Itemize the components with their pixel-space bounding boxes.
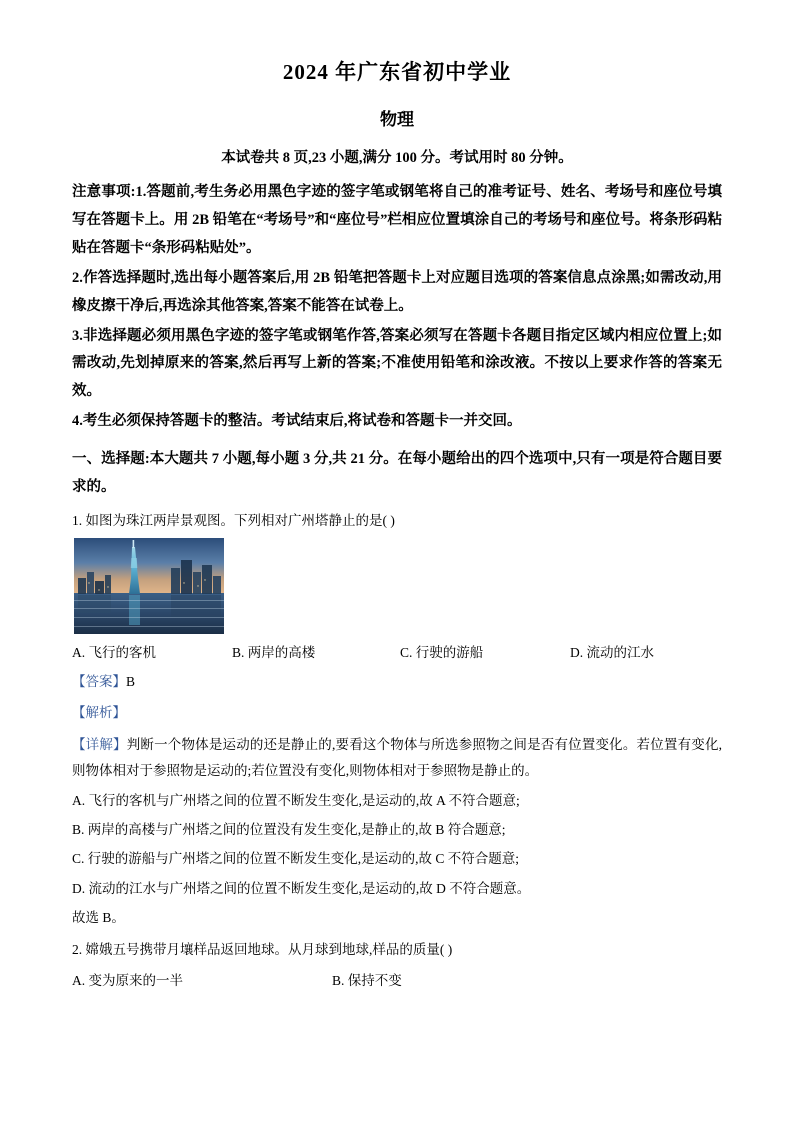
detail-label: 【详解】 xyxy=(72,737,127,753)
document-content xyxy=(72,58,722,994)
notice-paragraph-3: 3.非选择题必须用黑色字迹的签字笔或钢笔作答,答案必须写在答题卡各题目指定区域内相应位置上;如需改动,先划掉原来的答案,然后再写上新的答案;不准使用铅笔和涂改液。不按以上要求作答的答案无效。 xyxy=(72,327,722,400)
question-2-stem xyxy=(72,937,722,963)
question-2-options xyxy=(72,968,722,994)
subject-title: 物理 xyxy=(380,110,414,130)
question-2-option-a: A. 变为原来的一半 xyxy=(72,972,183,988)
question-1-options xyxy=(72,640,722,666)
section-heading-choice-questions: 一、选择题:本大题共 7 小题,每小题 3 分,共 21 分。在每小题给出的四个选项中,只有一项是符合题目要求的。 xyxy=(72,450,722,495)
question-2-option-b: B. 保持不变 xyxy=(332,972,402,988)
question-1-explanation-d: D. 流动的江水与广州塔之间的位置不断发生变化,是运动的,故 D 不符合题意。 xyxy=(72,880,531,896)
question-2-text: 嫦娥五号携带月壤样品返回地球。从月球到地球,样品的质量( ) xyxy=(85,942,453,958)
question-1-stem xyxy=(72,508,722,534)
question-1-explanation-b: B. 两岸的高楼与广州塔之间的位置没有发生变化,是静止的,故 B 符合题意; xyxy=(72,822,506,838)
notice-paragraph-2: 2.作答选择题时,选出每小题答案后,用 2B 铅笔把答题卡上对应题目选项的答案信息点涂黑;如需改动,用橡皮擦干净后,再选涂其他答案,答案不能答在试卷上。 xyxy=(72,269,722,314)
notice-paragraph-1: 注意事项:1.答题前,考生务必用黑色字迹的签字笔或钢笔将自己的准考证号、姓名、考场号和座位号填写在答题卡上。用 2B 铅笔在“考场号”和“座位号”栏相应位置填涂自己的考场号和座位号。将条形码粘贴在答题卡“条形码粘贴处”。 xyxy=(72,184,722,257)
question-1-number: 1. xyxy=(72,512,83,528)
question-1-option-c: C. 行驶的游船 xyxy=(400,644,484,660)
answer-label: 【答案】 xyxy=(72,674,126,690)
notice-paragraph-4: 4.考生必须保持答题卡的整洁。考试结束后,将试卷和答题卡一并交回。 xyxy=(72,413,522,430)
question-1-figure xyxy=(74,538,722,634)
question-1-text: 如图为珠江两岸景观图。下列相对广州塔静止的是( ) xyxy=(85,512,395,528)
question-1-option-b: B. 两岸的高楼 xyxy=(232,644,316,660)
guangzhou-pearl-river-night-view-image xyxy=(74,538,224,634)
question-1-answer xyxy=(72,669,722,695)
analysis-label: 【解析】 xyxy=(72,704,126,720)
question-1-explanation-a: A. 飞行的客机与广州塔之间的位置不断发生变化,是运动的,故 A 不符合题意; xyxy=(72,792,520,808)
page-title: 2024 年广东省初中学业 xyxy=(282,60,512,84)
question-1-analysis-label xyxy=(72,700,722,726)
answer-value: B xyxy=(126,674,136,690)
question-1-option-d: D. 流动的江水 xyxy=(570,644,654,660)
detail-text: 判断一个物体是运动的还是静止的,要看这个物体与所选参照物之间是否有位置变化。若位置有变化,则物体相对于参照物是运动的;若位置没有变化,则物体相对于参照物是静止的。 xyxy=(72,737,723,779)
question-1-conclusion: 故选 B。 xyxy=(72,909,125,925)
question-1-detail xyxy=(72,732,722,785)
question-2-number: 2. xyxy=(72,942,83,958)
question-1-option-a: A. 飞行的客机 xyxy=(72,644,156,660)
question-1-explanation-c: C. 行驶的游船与广州塔之间的位置不断发生变化,是运动的,故 C 不符合题意; xyxy=(72,851,520,867)
exam-info-line: 本试卷共 8 页,23 小题,满分 100 分。考试用时 80 分钟。 xyxy=(221,150,573,167)
